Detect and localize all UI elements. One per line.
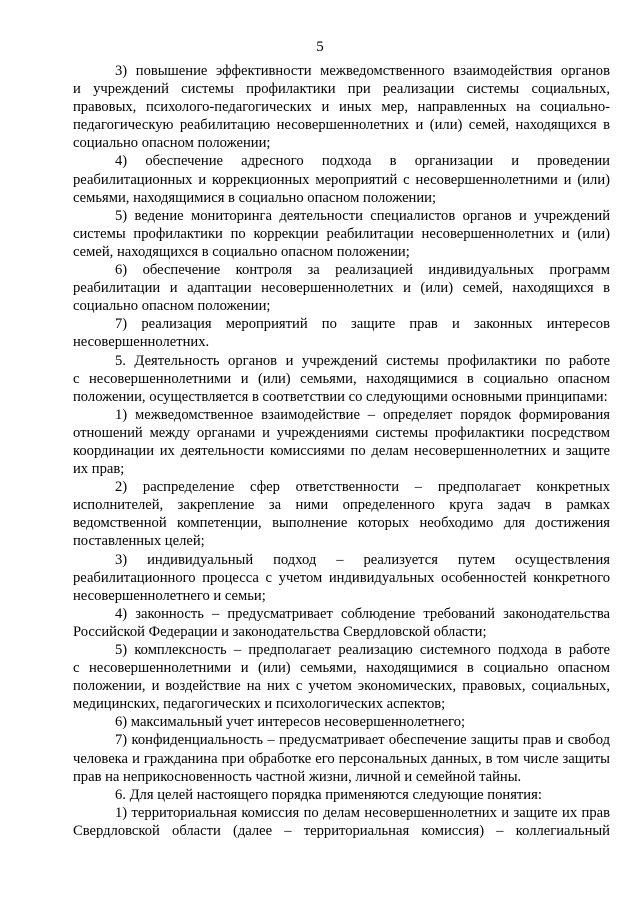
- definition-1-territorial-commission: 1) территориальная комиссия по делам несовершеннолетних и защите их прав Свердловской области (далее – территориальная комиссия) – коллегиальный: [73, 804, 610, 839]
- principle-1-interagency: 1) межведомственное взаимодействие – определяет порядок формирования отношений между органами и учреждениями системы профилактики посредством координации их деятельности комиссиями по делам несовершеннолетних и защите их прав;: [73, 406, 610, 478]
- paragraph-5-monitoring: 5) ведение мониторинга деятельности специалистов органов и учреждений системы профилактики по коррекции реабилитации несовершеннолетних и (или) семей, находящихся в социально опасном положении;: [73, 207, 610, 260]
- section-5-principles-intro: 5. Деятельность органов и учреждений системы профилактики по работе с несовершеннолетними и (или) семьями, находящимися в социально опасном положении, осуществляется в соответствии со следующими основными принципами:: [73, 352, 610, 405]
- principle-4-legality: 4) законность – предусматривает соблюдение требований законодательства Российской Федерации и законодательства Свердловской области;: [73, 605, 610, 640]
- paragraph-4-targeted-approach: 4) обеспечение адресного подхода в организации и проведении реабилитационных и коррекционных мероприятий с несовершеннолетними и (или) семьями, находящимися в социально опасном положении;: [73, 153, 610, 206]
- section-6-definitions-intro: 6. Для целей настоящего порядка применяются следующие понятия:: [115, 786, 542, 803]
- page-number: 5: [316, 39, 324, 55]
- paragraph-3-improve-interaction: 3) повышение эффективности межведомственного взаимодействия органов и учреждений системы профилактики при реализации системы социальных, правовых, психолого-педагогических и иных мер, направленных на социально-педагогическую реабилитацию несовершеннолетних и (или) семей, находящихся в социально опасном положении;: [73, 63, 610, 152]
- principle-5-complexity: 5) комплексность – предполагает реализацию системного подхода в работе с несовершеннолетними и (или) семьями, находящимися в социально опасном положении, и воздействие на них с учетом экономических, правовых, социальных, медицинских, педагогических и психологических аспектов;: [73, 642, 610, 713]
- principle-2-responsibility: 2) распределение сфер ответственности – предполагает конкретных исполнителей, закрепление за ними определенного круга задач в рамках ведомственной компетенции, выполнение которых необходимо для достижения поставленных целей;: [73, 479, 610, 550]
- principle-6-interests: 6) максимальный учет интересов несовершеннолетнего;: [115, 714, 466, 731]
- paragraph-7-rights-protection: 7) реализация мероприятий по защите прав и законных интересов несовершеннолетних.: [73, 316, 610, 351]
- principle-3-individual: 3) индивидуальный подход – реализуется путем осуществления реабилитационного процесса с учетом индивидуальных особенностей конкретного несовершеннолетнего и семьи;: [73, 551, 610, 604]
- principle-7-confidentiality: 7) конфиденциальность – предусматривает обеспечение защиты прав и свобод человека и гражданина при обработке его персональных данных, в том числе защиты прав на неприкосновенность частной жизни, личной и семейной тайны.: [73, 732, 610, 785]
- document-body: [73, 62, 610, 840]
- paragraph-6-control: 6) обеспечение контроля за реализацией индивидуальных программ реабилитации и адаптации несовершеннолетних и (или) семей, находящихся в социально опасном положении;: [73, 262, 610, 315]
